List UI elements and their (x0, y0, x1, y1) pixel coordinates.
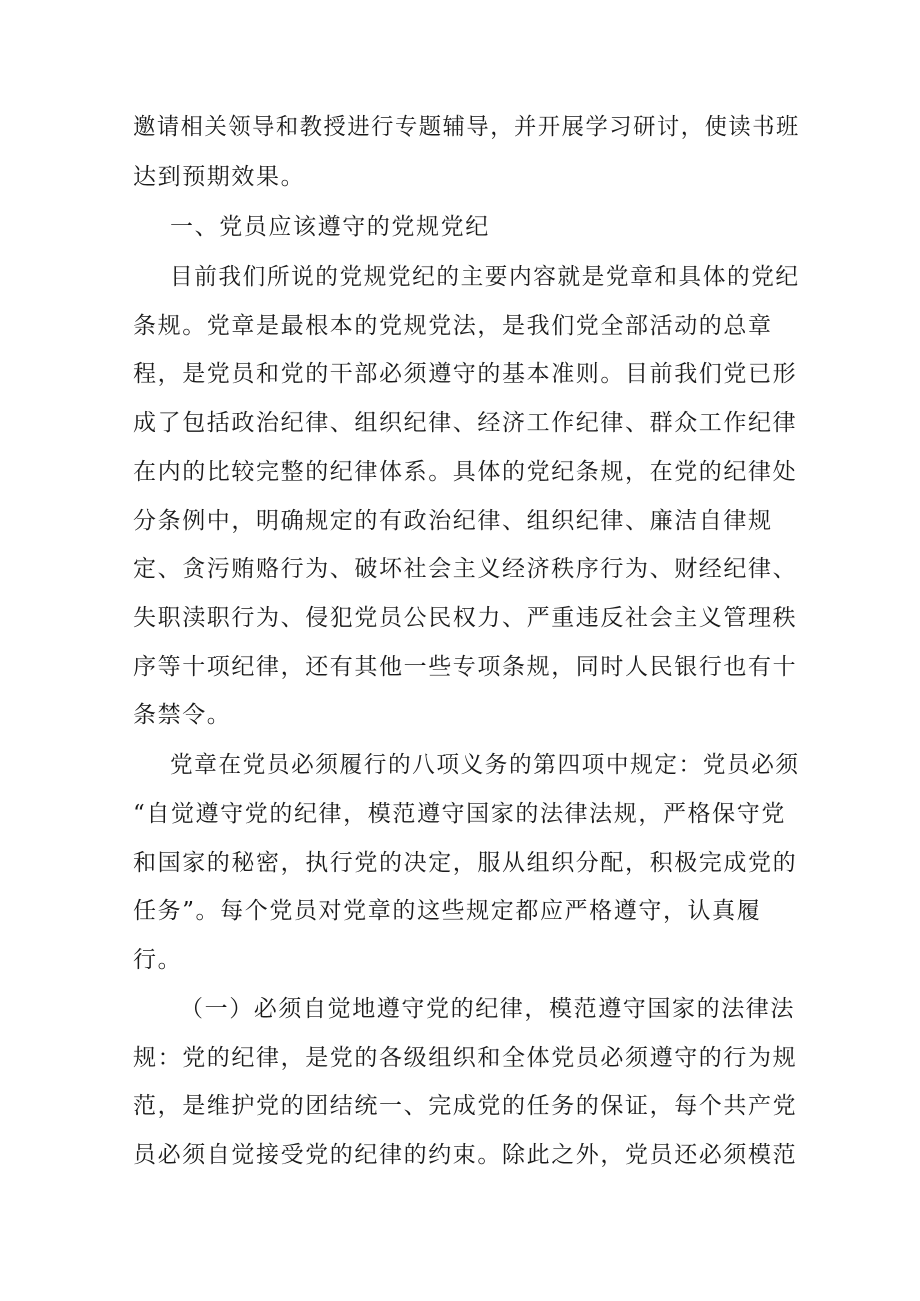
paragraph-line: 条规。党章是最根本的党规党法，是我们党全部活动的总章 (133, 313, 773, 339)
paragraph-line: 范，是维护党的团结统一、完成党的任务的保证，每个共产党 (133, 1093, 798, 1119)
paragraph-line: 行。 (133, 947, 183, 973)
paragraph-line: “自觉遵守党的纪律，模范遵守国家的法律法规，严格保守党 (133, 801, 786, 827)
paragraph-line: 规：党的纪律，是党的各级组织和全体党员必须遵守的行为规 (133, 1045, 798, 1071)
paragraph-line: 定、贪污贿赂行为、破坏社会主义经济秩序行为、财经纪律、 (133, 556, 798, 582)
paragraph-line: 分条例中，明确规定的有政治纪律、组织纪律、廉洁自律规 (133, 508, 773, 534)
paragraph-line: 邀请相关领导和教授进行专题辅导，并开展学习研讨，使读书班 (133, 114, 800, 140)
paragraph-line: 和国家的秘密，执行党的决定，服从组织分配，积极完成党的 (133, 850, 798, 876)
paragraph-line: 失职渎职行为、侵犯党员公民权力、严重违反社会主义管理秩 (133, 605, 798, 631)
paragraph-line: 序等十项纪律，还有其他一些专项条规，同时人民银行也有十 (133, 654, 798, 680)
subsection-heading: （一）必须自觉地遵守党的纪律，模范遵守国家的法律法 (180, 996, 795, 1022)
paragraph-line: 目前我们所说的党规党纪的主要内容就是党章和具体的党纪 (170, 264, 800, 290)
paragraph-line: 条禁令。 (133, 702, 232, 728)
paragraph-line: 在内的比较完整的纪律体系。具体的党纪条规，在党的纪律处 (133, 459, 798, 485)
paragraph-line: 员必须自觉接受党的纪律的约束。除此之外，党员还必须模范 (133, 1142, 798, 1168)
paragraph-line: 达到预期效果。 (133, 164, 306, 190)
paragraph-line: 程，是党员和党的干部必须遵守的基本准则。目前我们党已形 (133, 361, 798, 387)
paragraph-line: 党章在党员必须履行的八项义务的第四项中规定：党员必须 (170, 752, 800, 778)
section-heading: 一、党员应该遵守的党规党纪 (170, 214, 490, 240)
paragraph-line: 成了包括政治纪律、组织纪律、经济工作纪律、群众工作纪律 (133, 410, 798, 436)
paragraph-line: 任务”。每个党员对党章的这些规定都应严格遵守，认真履 (133, 898, 762, 924)
